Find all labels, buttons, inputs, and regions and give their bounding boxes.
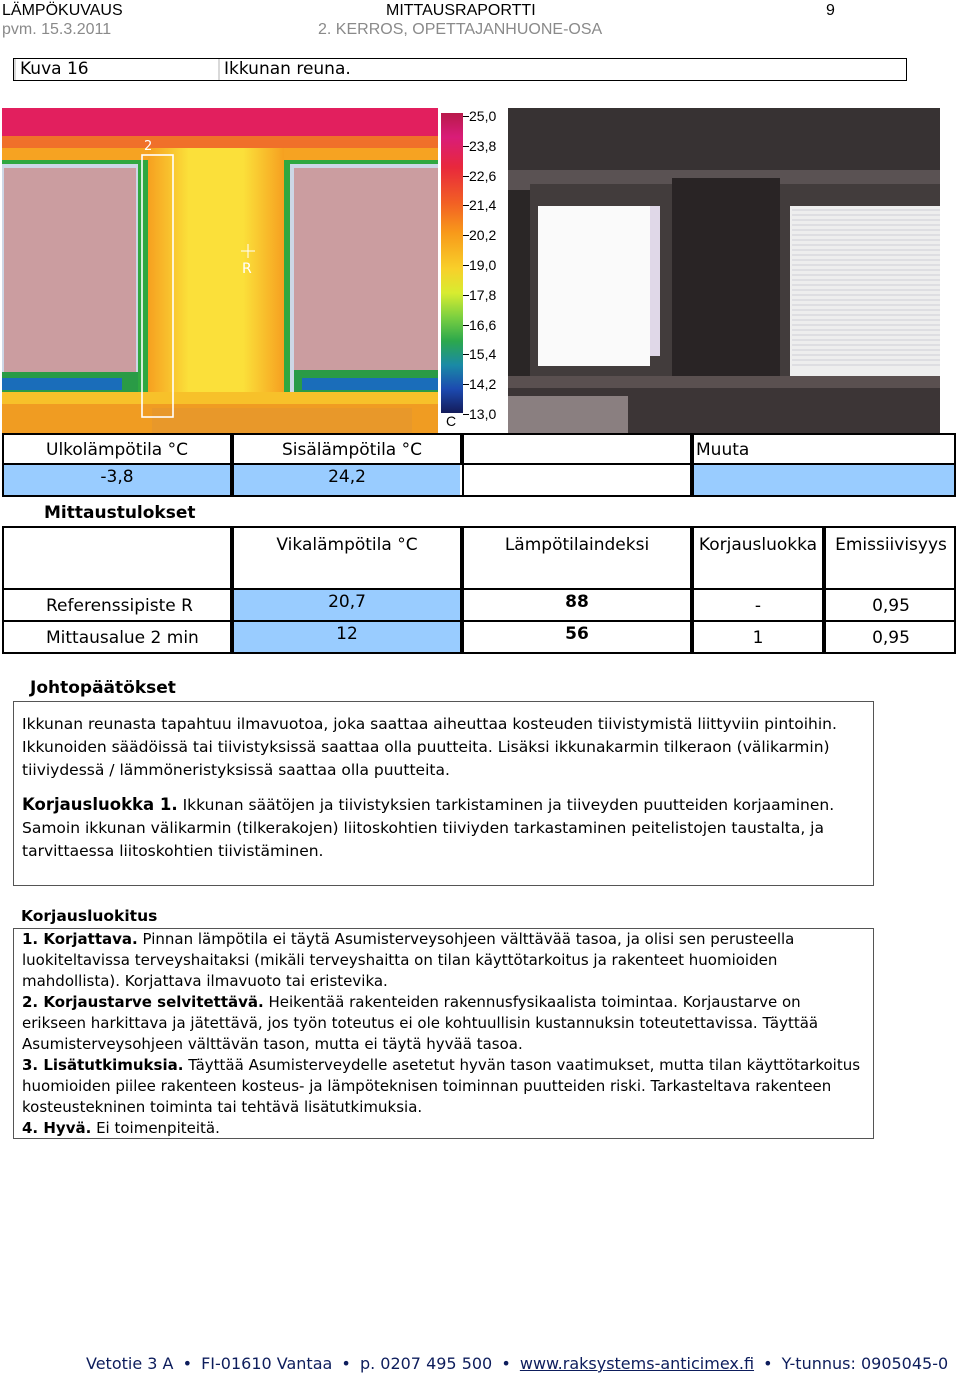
report-subtitle: 2. KERROS, OPETTAJANHUONE-OSA bbox=[318, 21, 603, 38]
col-defect-temp: Vikalämpötila °C bbox=[276, 535, 418, 555]
scale-tick-label: 25,0 bbox=[469, 108, 497, 124]
class-item-4 bbox=[22, 1118, 865, 1139]
reference-point-label: R bbox=[242, 261, 252, 277]
other-label: Muuta bbox=[696, 440, 750, 460]
scale-tick-label: 16,6 bbox=[469, 316, 497, 333]
class-item-3-heading: 3. Lisätutkimuksia. bbox=[22, 1056, 184, 1074]
classes-title: Korjausluokitus bbox=[21, 907, 158, 925]
scale-tick-label: 19,0 bbox=[469, 257, 497, 273]
report-title: MITTAUSRAPORTTI bbox=[386, 2, 536, 19]
row-measurement-index: 56 bbox=[565, 624, 589, 644]
classes-box bbox=[13, 928, 874, 1139]
class-item-4-text: Ei toimenpiteitä. bbox=[91, 1119, 220, 1137]
visual-photo bbox=[508, 108, 940, 433]
scale-tick-label: 20,2 bbox=[469, 227, 497, 244]
scale-tick-label: 13,0 bbox=[469, 406, 497, 422]
class-item-2 bbox=[22, 992, 865, 1055]
scale-tick-label: 15,4 bbox=[469, 346, 497, 363]
row-reference-emissivity: 0,95 bbox=[872, 596, 910, 616]
scale-tick-label: 22,6 bbox=[469, 167, 497, 184]
figure-label: Kuva 16 bbox=[16, 59, 218, 80]
report-type: LÄMPÖKUVAUS bbox=[2, 2, 123, 19]
results-table bbox=[2, 526, 956, 654]
figure-caption bbox=[13, 58, 907, 81]
footer bbox=[86, 1354, 948, 1373]
class-item-3-text: Täyttää Asumisterveydelle asetetut hyvän tason vaatimukset, mutta tilan käyttötarkoitus huomioiden piilee rakenteen kosteus- ja lämpöteknisen toiminnan puutteiden riski. Tarkasteltava rakenteen kosteustekninen toiminta tai tehtävä lisätutkimuksia. bbox=[22, 1056, 861, 1116]
outdoor-temp-value: -3,8 bbox=[100, 467, 134, 487]
color-scale-bar bbox=[441, 113, 463, 413]
col-repair-class: Korjausluokka bbox=[698, 535, 818, 555]
outdoor-temp-label: Ulkolämpötila °C bbox=[46, 440, 189, 460]
page-number: 9 bbox=[826, 2, 835, 19]
conclusions-paragraph: Ikkunan reunasta tapahtuu ilmavuotoa, joka saattaa aiheuttaa kosteuden tiivistymistä liittyviin pintoihin. Ikkunoiden säädöissä tai tiivistyksissä saattaa olla puutteita. Lisäksi ikkunakarmin tilkeraon (välikarmin) tiiviydessä / lämmöneristyksissä saattaa olla puutteita. bbox=[22, 715, 837, 779]
thermal-image bbox=[2, 108, 438, 433]
row-reference-label: Referenssipiste R bbox=[46, 596, 193, 616]
footer-bullet-icon: • bbox=[182, 1354, 192, 1373]
scale-tick-label: 17,8 bbox=[469, 286, 497, 303]
scale-unit-label: C bbox=[446, 413, 457, 429]
conditions-table bbox=[2, 433, 956, 497]
repair-class-text: Ikkunan säätöjen ja tiivistyksien tarkistaminen ja tiiveyden puutteiden korjaaminen. Samoin ikkunan välikarmin (tilkerakojen) liitoskohtien tiiviyden tarkastaminen peitelistojen taustalta, ja tarvittaessa liitoskohtien tiivistäminen. bbox=[22, 796, 835, 860]
footer-bullet-icon: • bbox=[501, 1354, 511, 1373]
report-date: pvm. 15.3.2011 bbox=[2, 21, 112, 38]
results-title: Mittaustulokset bbox=[44, 503, 196, 523]
scale-tick-label: 14,2 bbox=[469, 376, 497, 393]
measurement-area-label: 2 bbox=[144, 139, 153, 154]
row-measurement-label: Mittausalue 2 min bbox=[46, 628, 199, 648]
footer-city: FI-01610 Vantaa bbox=[201, 1354, 333, 1373]
repair-class-heading: Korjausluokka 1. bbox=[22, 795, 178, 814]
class-item-1 bbox=[22, 929, 865, 992]
figure-text: Ikkunan reuna. bbox=[220, 59, 906, 80]
row-reference-index: 88 bbox=[565, 592, 589, 612]
row-measurement-temp: 12 bbox=[336, 624, 358, 644]
footer-bullet-icon: • bbox=[341, 1354, 351, 1373]
class-item-3 bbox=[22, 1055, 865, 1118]
footer-phone: p. 0207 495 500 bbox=[359, 1354, 493, 1373]
row-measurement-class: 1 bbox=[752, 628, 764, 648]
scale-tick-label: 21,4 bbox=[469, 197, 497, 214]
class-item-2-text: Heikentää rakenteiden rakennusfysikaalista toimintaa. Korjaustarve on erikseen harkittava ja jätettävä, jos työn toteutus ei ole kohtuullisin kustannuksin toteutettavissa. Täyttää Asumisterveysohjeen välttävän tason, mutta ei täytä hyvää tasoa. bbox=[22, 993, 819, 1053]
color-scale bbox=[438, 108, 508, 433]
col-temp-index: Lämpötilaindeksi bbox=[504, 535, 650, 555]
indoor-temp-label: Sisälämpötila °C bbox=[282, 440, 422, 460]
class-item-1-heading: 1. Korjattava. bbox=[22, 930, 138, 948]
indoor-temp-value: 24,2 bbox=[328, 467, 366, 487]
footer-address: Vetotie 3 A bbox=[86, 1354, 174, 1373]
row-reference-class: - bbox=[754, 596, 762, 616]
row-measurement-emissivity: 0,95 bbox=[872, 628, 910, 648]
class-item-1-text: Pinnan lämpötila ei täytä Asumisterveysohjeen välttävää tasoa, ja olisi sen perusteella luokiteltavissa terveyshaitaksi (mikäli terveyshaitta on tilan käyttötarkoitus ja rakenteet huomioiden mahdollista). Korjattava ilmavuoto tai eristevika. bbox=[22, 930, 795, 990]
conclusions-repair-paragraph bbox=[22, 793, 865, 863]
class-item-2-heading: 2. Korjaustarve selvitettävä. bbox=[22, 993, 264, 1011]
footer-business-id: Y-tunnus: 0905045-0 bbox=[781, 1354, 949, 1373]
row-reference-temp: 20,7 bbox=[328, 592, 366, 612]
conclusions-title: Johtopäätökset bbox=[30, 678, 176, 698]
col-emissivity: Emissiivisyys bbox=[835, 535, 947, 555]
footer-bullet-icon: • bbox=[763, 1354, 773, 1373]
footer-website-link[interactable]: www.raksystems-anticimex.fi bbox=[519, 1354, 755, 1373]
class-item-4-heading: 4. Hyvä. bbox=[22, 1119, 92, 1137]
conclusions-box bbox=[13, 701, 874, 886]
scale-tick-label: 23,8 bbox=[469, 137, 497, 154]
